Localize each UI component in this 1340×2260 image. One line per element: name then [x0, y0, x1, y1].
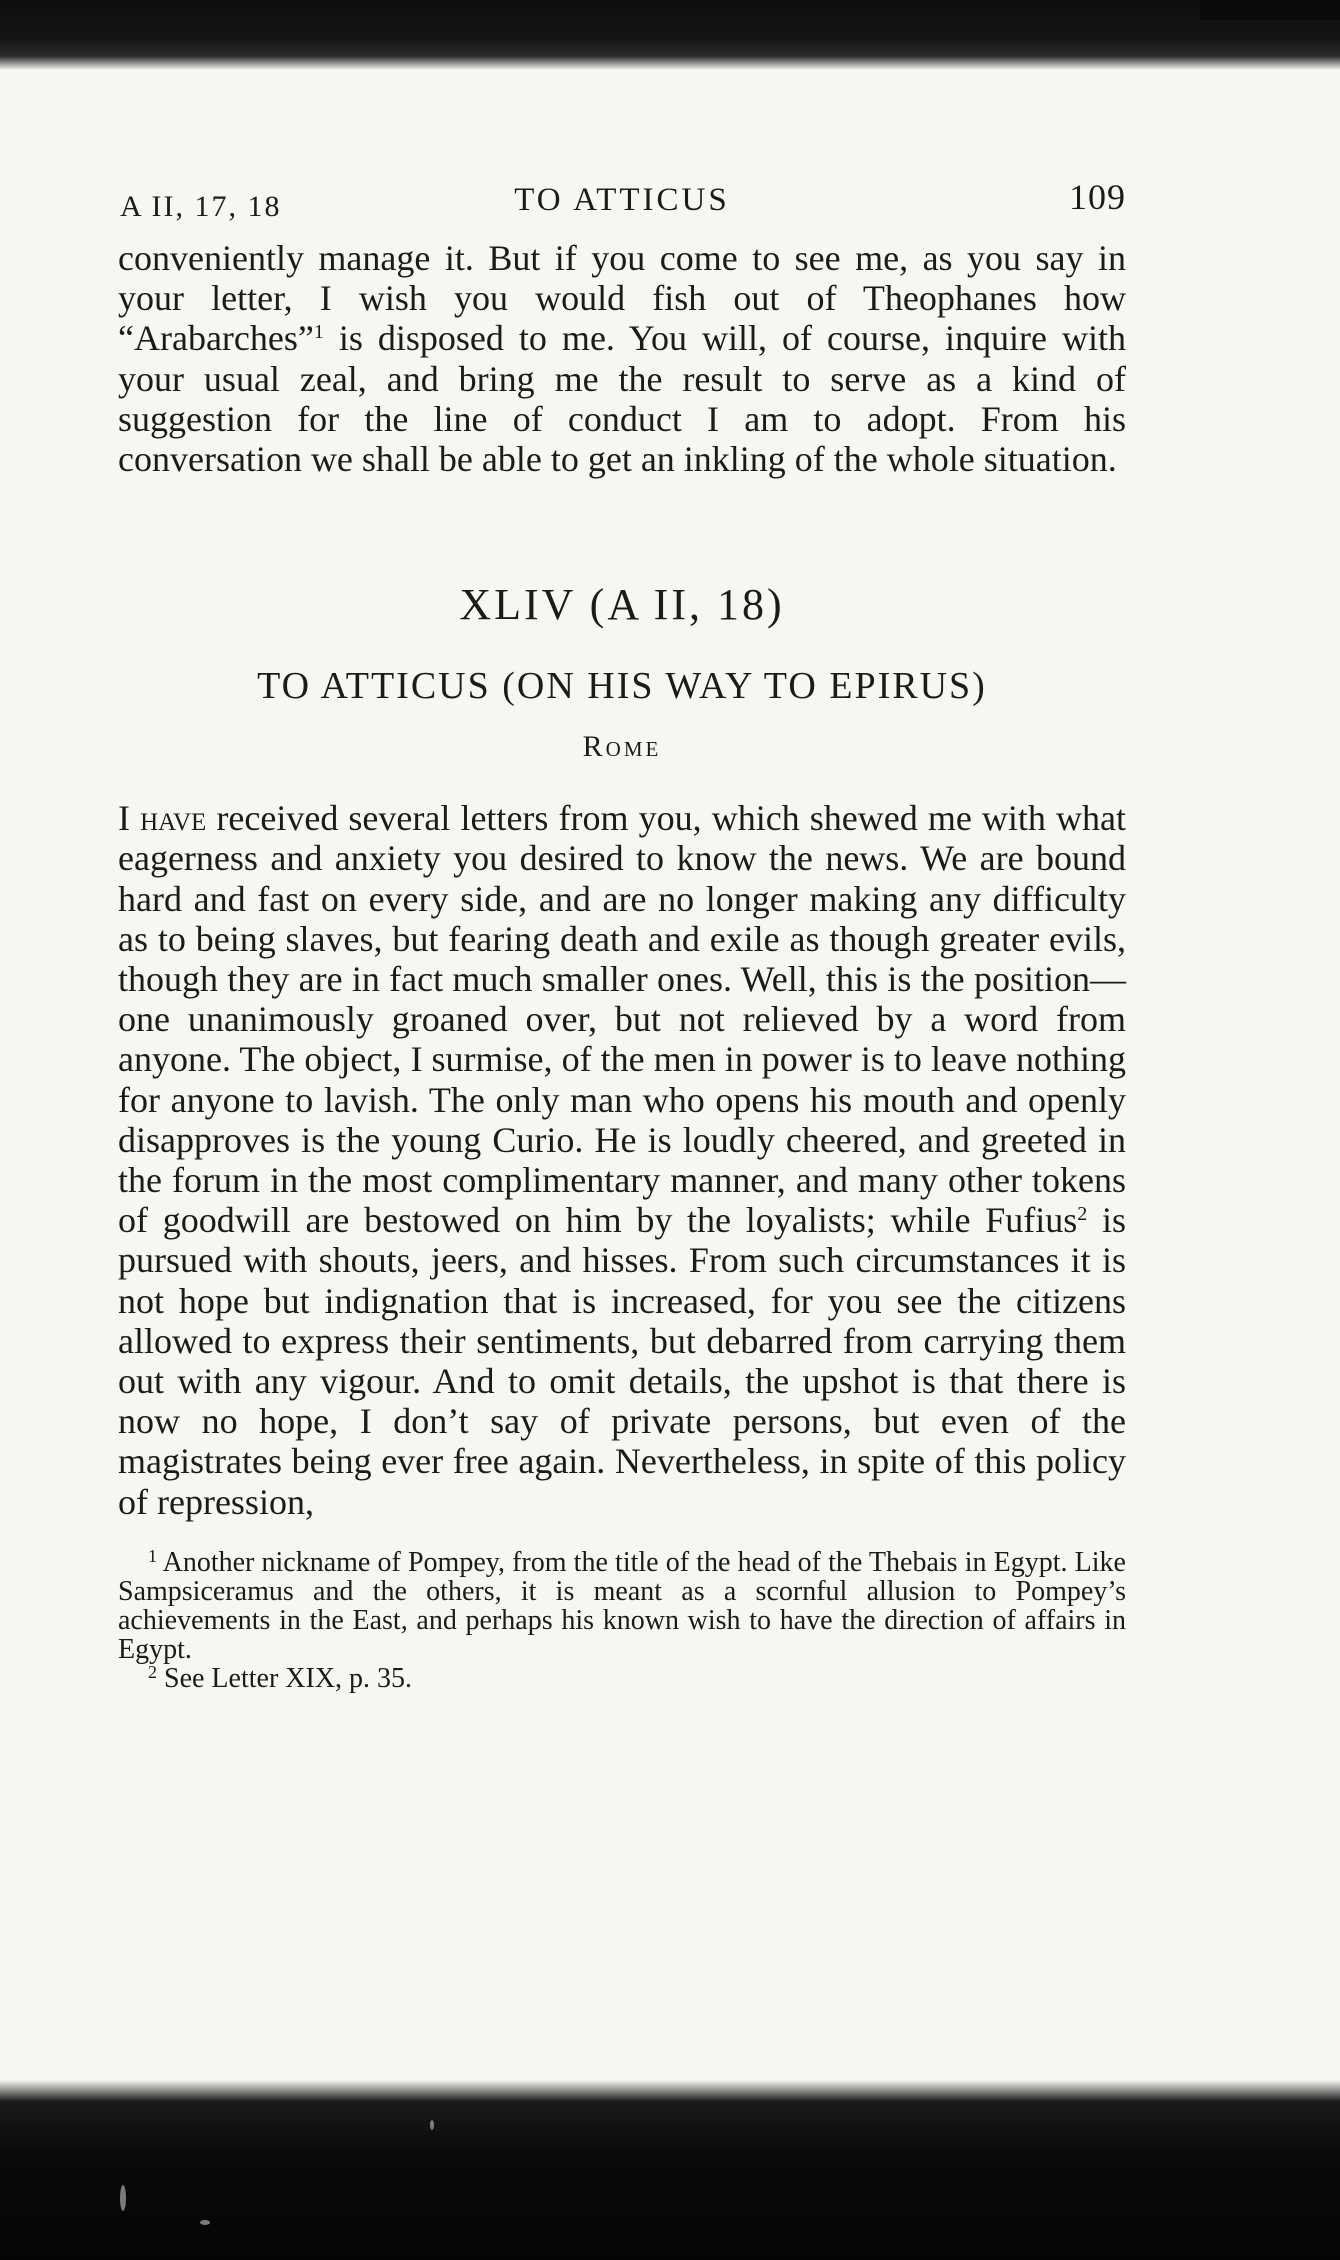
continued-text-part1: conveniently manage it. But if you come to see me, as you say in your letter, I wish you would fish out of Theophanes how “Arabarches”	[118, 238, 1126, 359]
scan-speck	[120, 2185, 126, 2211]
letter-number-heading: XLIV (A II, 18)	[459, 580, 785, 630]
scan-bottom-edge	[0, 2080, 1340, 2260]
running-head-reference: A II, 17, 18	[120, 190, 282, 223]
scan-speck	[430, 2120, 434, 2130]
footnote-2-mark: 2	[148, 1661, 157, 1682]
scan-top-edge	[0, 0, 1340, 70]
running-head	[118, 170, 1126, 230]
footnote-2	[118, 1661, 1126, 1694]
footnote-ref-2: 2	[1077, 1203, 1088, 1226]
book-page	[118, 170, 1126, 1693]
footnote-1-mark: 1	[148, 1545, 157, 1566]
footnote-2-text: See Letter XIX, p. 35.	[164, 1662, 413, 1694]
footnotes	[118, 1545, 1126, 1694]
scan-speck	[200, 2220, 210, 2225]
continued-text-part2: is disposed to me. You will, of course, inquire with your usual zeal, and bring me the result to serve as a kind of suggestion for the line of conduct I am to adopt. From his conversation we shall be able to get an inkling of the whole situation.	[118, 318, 1126, 480]
continued-paragraph	[118, 238, 1126, 479]
letter-title-heading: TO ATTICUS (ON HIS WAY TO EPIRUS)	[257, 665, 987, 708]
running-head-title: TO ATTICUS	[514, 182, 730, 218]
footnote-1-text: Another nickname of Pompey, from the title of the head of the Thebais in Egypt. Like Sampsiceramus and the others, it is meant as a scornful allusion to Pompey’s achievements in the East, and perhaps his known wish to have the direction of affairs in Egypt.	[118, 1546, 1126, 1665]
footnote-1	[118, 1545, 1126, 1665]
page-number: 109	[1069, 177, 1126, 217]
letter-text-part1: received several letters from you, which shewed me with what eagerness and anxiety you desired to know the news. We are bound hard and fast on every side, and are no longer making any difficulty as to being slaves, but fearing death and exile as though greater evils, though they are in fact much smaller ones. Well, this is the position—one unanimously groaned over, but not relieved by a word from anyone. The object, I surmise, of the men in power is to leave nothing for anyone to lavish. The only man who opens his mouth and openly disapproves is the young Curio. He is loudly cheered, and greeted in the forum in the most complimentary manner, and many other tokens of goodwill are bestowed on him by the loyalists; while Fufius	[118, 798, 1127, 1241]
letter-place-heading: Rome	[582, 730, 662, 764]
footnote-ref-1: 1	[313, 321, 324, 344]
letter-opening-caps: I have	[118, 798, 207, 839]
letter-body-paragraph	[118, 798, 1126, 1522]
letter-text-part2: is pursued with shouts, jeers, and hisses. From such circumstances it is not hope but indignation that is increased, for you see the citizens allowed to express their sentiments, but debarred from carrying them out with any vigour. And to omit details, the upshot is that there is now no hope, I don’t say of private persons, but even of the magistrates being ever free again. Nevertheless, in spite of this policy of repression,	[118, 1200, 1126, 1522]
